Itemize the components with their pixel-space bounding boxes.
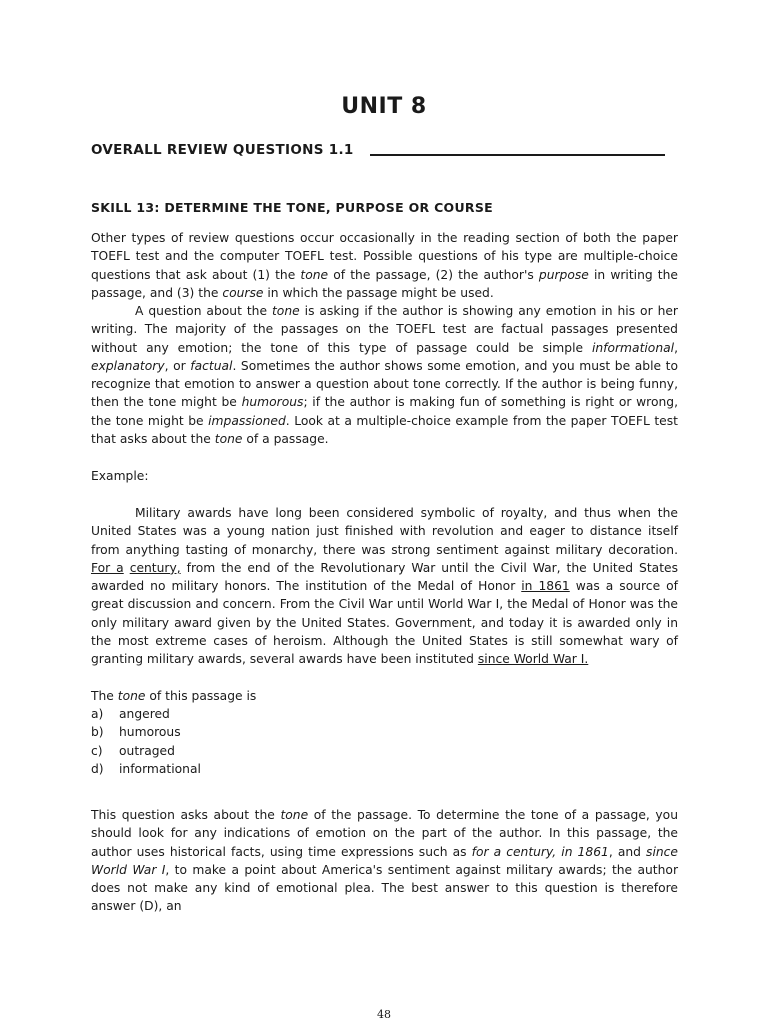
- example-label: Example:: [91, 469, 149, 483]
- question-stem: The tone of this passage is: [91, 689, 257, 703]
- option-a: a) angered: [91, 707, 170, 721]
- page-number: 48: [377, 1008, 391, 1021]
- option-b: b) humorous: [91, 725, 181, 740]
- review-heading-rule: [370, 154, 665, 156]
- option-c: c) outraged: [91, 743, 175, 758]
- answer-options: [91, 705, 201, 778]
- intro-paragraph-2: A question about the tone is asking if the author is showing any emotion in his or her writing. The majority of the passages on the TOEFL test are factual passages presented without any emotion; the tone of this type of passage could be simple informational, explanatory, or factual. Sometimes the author shows some emotion, and you must be able to recognize that emotion to answer a question about tone correctly. If the author is being funny, then the tone might be humorous; if the author is making fun of something is right or wrong, the tone might be impassioned. Look at a multiple-choice example from the paper TOEFL test that asks about the tone of a passage.: [91, 304, 678, 447]
- option-d: d) informational: [91, 761, 201, 776]
- answer-explanation: This question asks about the tone of the passage. To determine the tone of a passage, you should look for any indications of emotion on the part of the author. In this passage, the author uses historical facts, using time expressions such as for a century, in 1861, and since World War I, to make a point about America's sentiment against military awards; the author does not make any kind of emotional plea. The best answer to this question is therefore answer (D), an: [91, 808, 679, 914]
- unit-title: UNIT 8: [341, 94, 427, 119]
- example-passage: Military awards have long been considered symbolic of royalty, and thus when the United States was a young nation just finished with revolution and eager to distance itself from anything tasting of monarchy, there was strong sentiment against military decoration. For a century, from the end of the Revolutionary War until the Civil War, the United States awarded no military honors. The institution of the Medal of Honor in 1861 was a source of great discussion and concern. From the Civil War until World War I, the Medal of Honor was the only military award given by the United States. Government, and today it is awarded only in the most extreme cases of heroism. Although the United States is still somewhat wary of granting military awards, several awards have been instituted since World War I.: [91, 506, 678, 667]
- skill-heading: SKILL 13: DETERMINE THE TONE, PURPOSE OR COURSE: [91, 200, 493, 215]
- intro-paragraph-1: Other types of review questions occur occasionally in the reading section of both the paper TOEFL test and the computer TOEFL test. Possible questions of his type are multiple-choice questions that ask about (1) the tone of the passage, (2) the author's purpose in writing the passage, and (3) the course in which the passage might be used.: [91, 231, 678, 300]
- review-heading: OVERALL REVIEW QUESTIONS 1.1: [91, 142, 354, 158]
